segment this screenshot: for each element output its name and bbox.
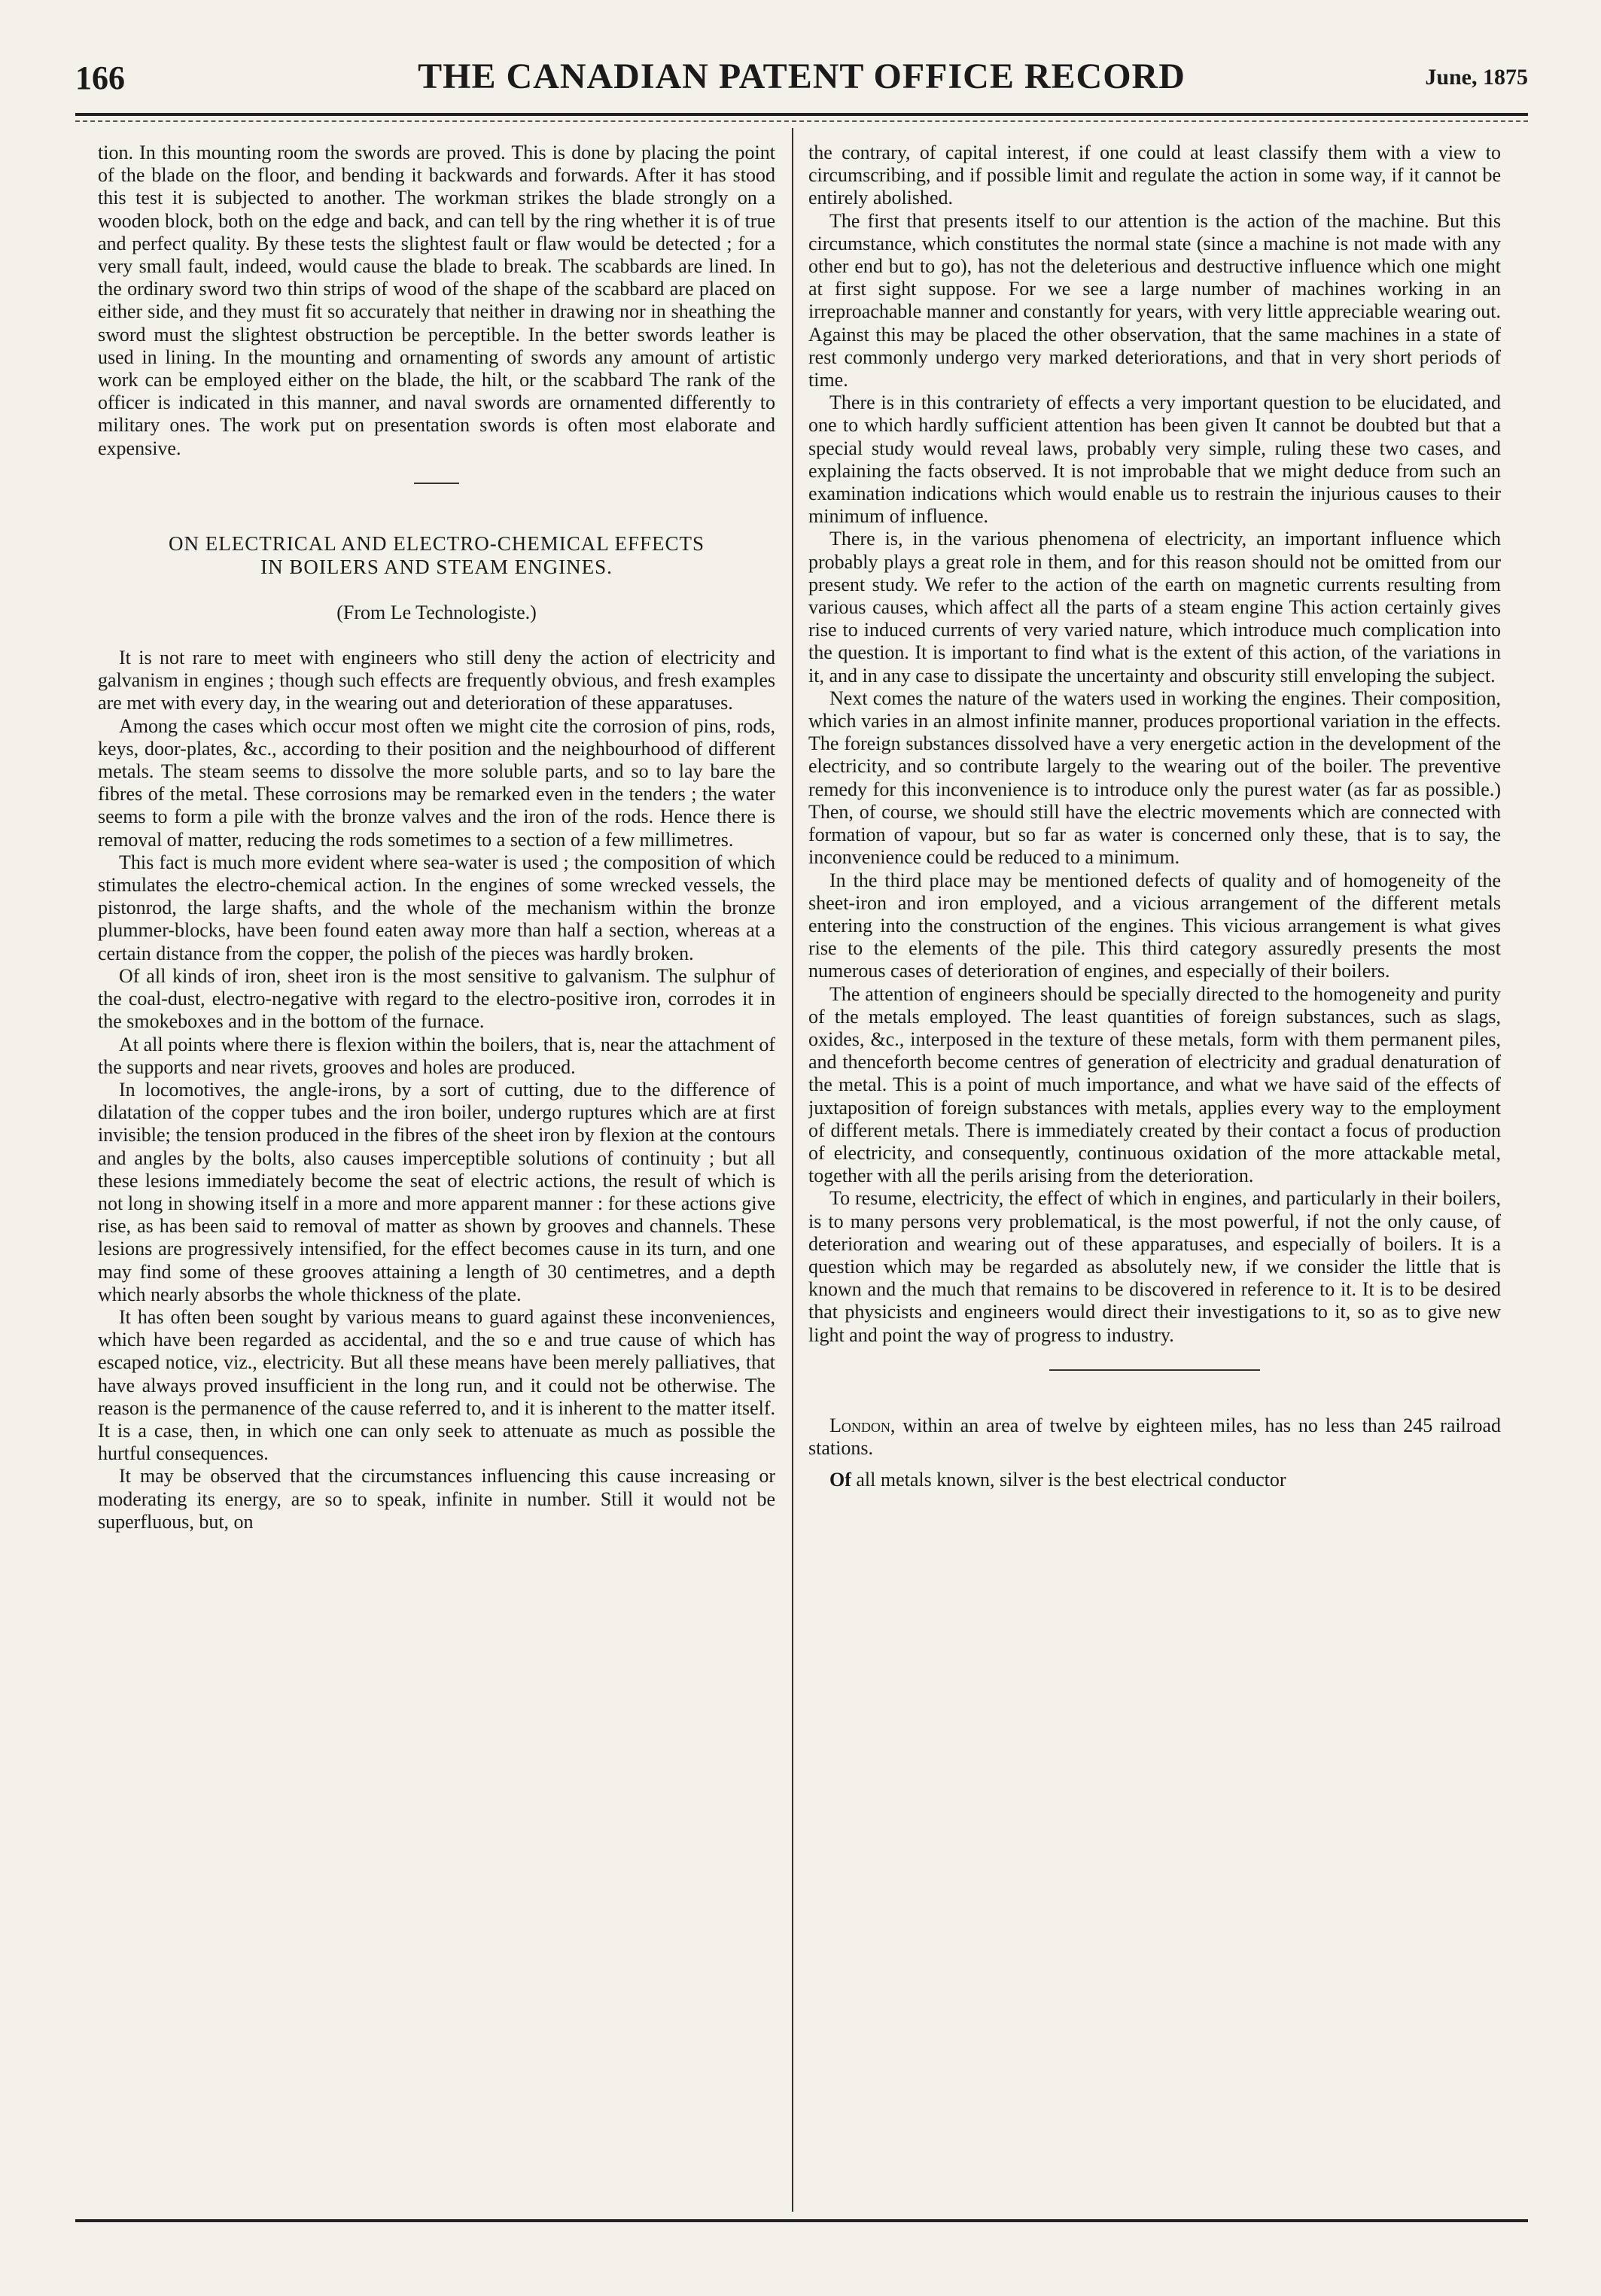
page-number: 166	[75, 59, 125, 96]
journal-title: THE CANADIAN PATENT OFFICE RECORD	[418, 56, 1186, 96]
page-header	[75, 54, 1528, 107]
issue-date: June, 1875	[1425, 65, 1528, 90]
london-lead: London,	[829, 1414, 896, 1436]
paragraph: It has often been sought by various means to guard against these inconveniences, which have been regarded as accidental, and the so e and true cause of which has escaped notice, viz., electricity. But all these means have been merely palliatives, that have always proved insufficient in the long run, and it could not be otherwise. The reason is the permanence of the cause referred to, and it is inherent to the matter itself. It is a case, then, in which one can only seek to attenuate as much as possible the hurtful consequences.	[98, 1305, 775, 1465]
london-text: within an area of twelve by eighteen miles, has no less than 245 railroad stations.	[808, 1414, 1501, 1459]
paragraph: There is in this contrariety of effects a very important question to be elucidated, and one to which hardly sufficient attention has been given It cannot be doubted but that a special study would reveal laws, probably very simple, ruling these two cases, and explaining the facts observed. It is not improbable that we might deduce from such an examination indications which would enable us to restrain the injurious causes to their minimum of influence.	[808, 391, 1501, 528]
article-source: (From Le Technologiste.)	[336, 601, 537, 623]
paragraph: This fact is much more evident where sea-water is used ; the composition of which stimulates the electro-chemical action. In the engines of some wrecked vessels, the pistonrod, the large shafts, and the whole of the mechanism within the bronze plummer-blocks, have been found eaten away more than half a section, whereas at a certain distance from the copper, the polish of the pieces was hardly broken.	[98, 851, 775, 964]
paragraph: It may be observed that the circumstances influencing this cause increasing or moderating its energy, are so to speak, infinite in number. Still it would not be superfluous, but, on	[98, 1465, 775, 1533]
metals-lead: Of	[829, 1469, 851, 1491]
article-heading	[98, 532, 775, 579]
header-rule	[75, 113, 1528, 116]
column-divider	[792, 128, 793, 2212]
article-separator	[1049, 1369, 1260, 1371]
paragraph: the contrary, of capital interest, if one could at least classify them with a view to circumscribing, and if possible limit and regulate the action in some way, if it cannot be entirely abolished.	[808, 142, 1501, 209]
article-heading-line2: IN BOILERS AND STEAM ENGINES.	[260, 555, 613, 578]
paragraph: In the third place may be mentioned defects of quality and of homogeneity of the sheet-iron and iron employed, and a vicious arrangement of the different metals entering into the construction of the engines. This vicious arrangement is what gives rise to the elements of the pile. This third category assuredly presents the most numerous cases of deterioration of engines, and especially of their boilers.	[808, 869, 1501, 982]
header-rule-dashed	[75, 120, 1528, 122]
paragraph: Next comes the nature of the waters used in working the engines. Their composition, which varies in an almost infinite manner, produces proportional variation in the effects. The foreign substances dissolved have a very energetic action in the development of the electricity, and so contribute largely to the wearing out of the boiler. The preventive remedy for this inconvenience is to introduce only the purest water (as far as possible.) Then, of course, we should still have the electric movements which are connected with formation of vapour, but so far as water is concerned only these, that is to say, the inconvenience could be reduced to a minimum.	[808, 687, 1501, 869]
paragraph: At all points where there is flexion within the boilers, that is, near the attachment of the supports and near rivets, grooves and holes are produced.	[98, 1033, 775, 1078]
news-item-metals	[808, 1469, 1501, 1491]
paragraph: It is not rare to meet with engineers who still deny the action of electricity and galvanism in engines ; though such effects are frequently obvious, and fresh examples are met with every day, in the wearing out and deterioration of these apparatuses.	[98, 647, 775, 714]
paragraph: To resume, electricity, the effect of which in engines, and particularly in their boilers, is to many persons very problematical, is the most powerful, if not the only cause, of deterioration and wearing out of these apparatuses, and especially of boilers. It is a question which may be regarded as absolutely new, if we consider the little that is known and the much that remains to be discovered in reference to it. It is to be desired that physicists and engineers would direct their investigations to it, so as to give new light and point the way of progress to industry.	[808, 1187, 1501, 1346]
paragraph: Among the cases which occur most often we might cite the corrosion of pins, rods, keys, door-plates, &c., according to their position and the neighbourhood of different metals. The steam seems to dissolve the more soluble parts, and so to lay bare the fibres of the metal. These corrosions may be remarked even in the tenders ; the water seems to form a pile with the bronze valves and the iron of the rods. Hence there is removal of matter, reducing the rods sometimes to a section of a few millimetres.	[98, 714, 775, 851]
sword-article-ending: tion. In this mounting room the swords are proved. This is done by placing the point of the blade on the floor, and bending it backwards and forwards. After it has stood this test it is subjected to another. The workman strikes the blade strongly on a wooden block, both on the edge and back, and can tell by the ring whether it is of true and perfect quality. By these tests the slightest fault or flaw would be detected ; for a very small fault, indeed, would cause the blade to break. The scabbards are lined. In the ordinary sword two thin strips of wood of the shape of the scabbard are placed on either side, and they must fit so accurately that neither in drawing nor in sheathing the sword must the slightest obstruction be perceptible. In the better swords leather is used in lining. In the mounting and ornamenting of swords any amount of artistic work can be employed either on the blade, the hilt, or the scabbard The rank of the officer is indicated in this manner, and naval swords are ornamented differently to military ones. The work put on presentation swords is often most elaborate and expensive.	[98, 142, 775, 459]
paragraph: There is, in the various phenomena of electricity, an important influence which probably plays a great role in them, and for this reason should not be omitted from our present study. We refer to the action of the earth on magnetic currents resulting from various causes, which affect all the parts of a steam engine This action certainly gives rise to induced currents of very varied nature, which introduce much complication into the question. It is important to find what is the extent of this action, of the variations in it, and in any case to dissipate the uncertainty and obscurity still enveloping the subject.	[808, 528, 1501, 687]
article-separator	[414, 483, 459, 484]
paragraph: Of all kinds of iron, sheet iron is the most sensitive to galvanism. The sulphur of the coal-dust, electro-negative with regard to the electro-positive iron, corrodes it in the smokeboxes and in the bottom of the furnace.	[98, 964, 775, 1033]
right-column	[808, 142, 1501, 2212]
paragraph: In locomotives, the angle-irons, by a sort of cutting, due to the difference of dilatation of the copper tubes and the iron boiler, undergo ruptures which are at first invisible; the tension produced in the fibres of the sheet iron by flexion at the contours and angles by the bolts, also causes imperceptible solutions of continuity ; but all these lesions immediately become the seat of electric actions, the result of which is not long in showing itself in a more and more apparent manner : for these actions give rise, as has been said to removal of matter as shown by grooves and channels. These lesions are progressively intensified, for the effect becomes cause in its turn, and one may find some of these grooves attaining a length of 30 centimetres, and a depth which nearly absorbs the whole thickness of the plate.	[98, 1078, 775, 1305]
left-column	[98, 142, 775, 2212]
metals-text: all metals known, silver is the best electrical conductor	[856, 1469, 1286, 1491]
news-item-london	[808, 1414, 1501, 1460]
spacer	[808, 1460, 1501, 1469]
paragraph: The first that presents itself to our attention is the action of the machine. But this circumstance, which constitutes the normal state (since a machine is not made with any other end but to go), has not the deleterious and destructive influence which one might at first sight suppose. For we see a large number of machines working in an irreproachable manner and constantly for years, with very little appreciable wearing out. Against this may be placed the other observation, that the same machines in a state of rest commonly undergo very marked deteriorations, and that in very short periods of time.	[808, 209, 1501, 391]
footer-rule	[75, 2219, 1528, 2222]
article-heading-line1: ON ELECTRICAL AND ELECTRO-CHEMICAL EFFECTS	[169, 531, 705, 555]
paragraph: The attention of engineers should be specially directed to the homogeneity and purity of the metals employed. The least quantities of foreign substances, such as slags, oxides, &c., interposed in the texture of these metals, form with them permanent piles, and thenceforth become centres of generation of electricity and gradual denaturation of the metal. This is a point of much importance, and what we have said of the effects of juxtaposition of foreign substances with metals, applies every way to the employment of different metals. There is immediately created by their contact a focus of production of electricity, and consequently, continuous oxidation of the more attackable metal, together with all the perils arising from the deterioration.	[808, 982, 1501, 1187]
